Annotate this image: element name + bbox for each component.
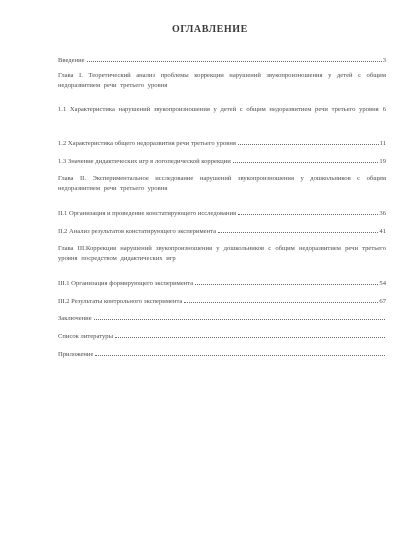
toc-page-number: 36	[379, 210, 386, 217]
toc-entry-1-1[interactable]	[58, 105, 386, 115]
toc-entry-text: II.1 Организация и проведение констатирующего исследования	[58, 210, 237, 217]
leader-dots	[115, 337, 385, 338]
leader-dots	[238, 214, 378, 215]
leader-dots	[233, 162, 379, 163]
leader-dots	[218, 232, 378, 233]
toc-entry-1-3[interactable]	[58, 157, 386, 167]
toc-page-number: 3	[382, 57, 386, 64]
toc-entry-text: III.2 Результаты контрольного эксперимента	[58, 298, 183, 305]
toc-page-number: 67	[379, 298, 386, 305]
toc-entry-text: Глава III.Коррекция нарушений звукопроизношения у дошкольников с общим недоразвитием речи третьего уровня посредством дидактических игр	[58, 245, 386, 262]
toc-entry-2-2[interactable]	[58, 227, 386, 237]
toc-page-number: 54	[379, 280, 386, 287]
toc-entry-2-1[interactable]	[58, 209, 386, 219]
toc-entry-text: Глава II. Экспериментальное исследование нарушений звукопроизношения у дошкольников с общим недоразвитием речи третьего уровня	[58, 175, 386, 192]
leader-dots	[184, 302, 378, 303]
toc-entry-chapter-3[interactable]	[58, 244, 386, 264]
toc-entry-text: Введение	[58, 57, 85, 64]
toc-page-number: 11	[379, 140, 386, 147]
toc-entry-text: III.1 Организация формирующего эксперимента	[58, 280, 194, 287]
toc-entry-text: 1.3 Значение дидактических игр в логопедической коррекции	[58, 158, 231, 165]
toc-entry-text: Глава I. Теоретический анализ проблемы коррекции нарушений звукопроизношения у детей с общим недоразвитием речи третьего уровня	[58, 72, 386, 89]
leader-dots	[195, 284, 378, 285]
toc-entry-introduction[interactable]	[58, 56, 386, 66]
toc-entry-3-1[interactable]	[58, 279, 386, 289]
toc-entry-text: Заключение	[58, 315, 92, 322]
toc-entry-text: 1.2 Характеристика общего недоразвития речи третьего уровня	[58, 140, 236, 147]
toc-page-number: 19	[379, 158, 386, 165]
toc-entry-chapter-1[interactable]	[58, 71, 386, 91]
page-title: ОГЛАВЛЕНИЕ	[172, 24, 248, 35]
leader-dots	[87, 61, 382, 62]
toc-entry-references[interactable]	[58, 332, 386, 342]
toc-entry-conclusion[interactable]	[58, 314, 386, 324]
toc-entry-text: II.2 Анализ результатов констатирующего эксперимента	[58, 228, 216, 235]
toc-entry-text: Список литературы	[58, 333, 114, 340]
toc-page-number: 6	[382, 106, 386, 113]
toc-entry-3-2[interactable]	[58, 297, 386, 307]
toc-entry-appendix[interactable]	[58, 350, 386, 360]
toc-entry-text: Приложение	[58, 351, 94, 358]
toc-page-number: 41	[379, 228, 386, 235]
toc-entry-text: 1.1 Характеристика нарушений звукопроизношения у детей с общим недоразвитием речи третьего уровня	[58, 106, 379, 113]
leader-dots	[238, 144, 379, 145]
toc-entry-chapter-2[interactable]	[58, 174, 386, 194]
leader-dots	[94, 319, 385, 320]
toc-entry-1-2[interactable]	[58, 139, 386, 149]
leader-dots	[95, 355, 385, 356]
